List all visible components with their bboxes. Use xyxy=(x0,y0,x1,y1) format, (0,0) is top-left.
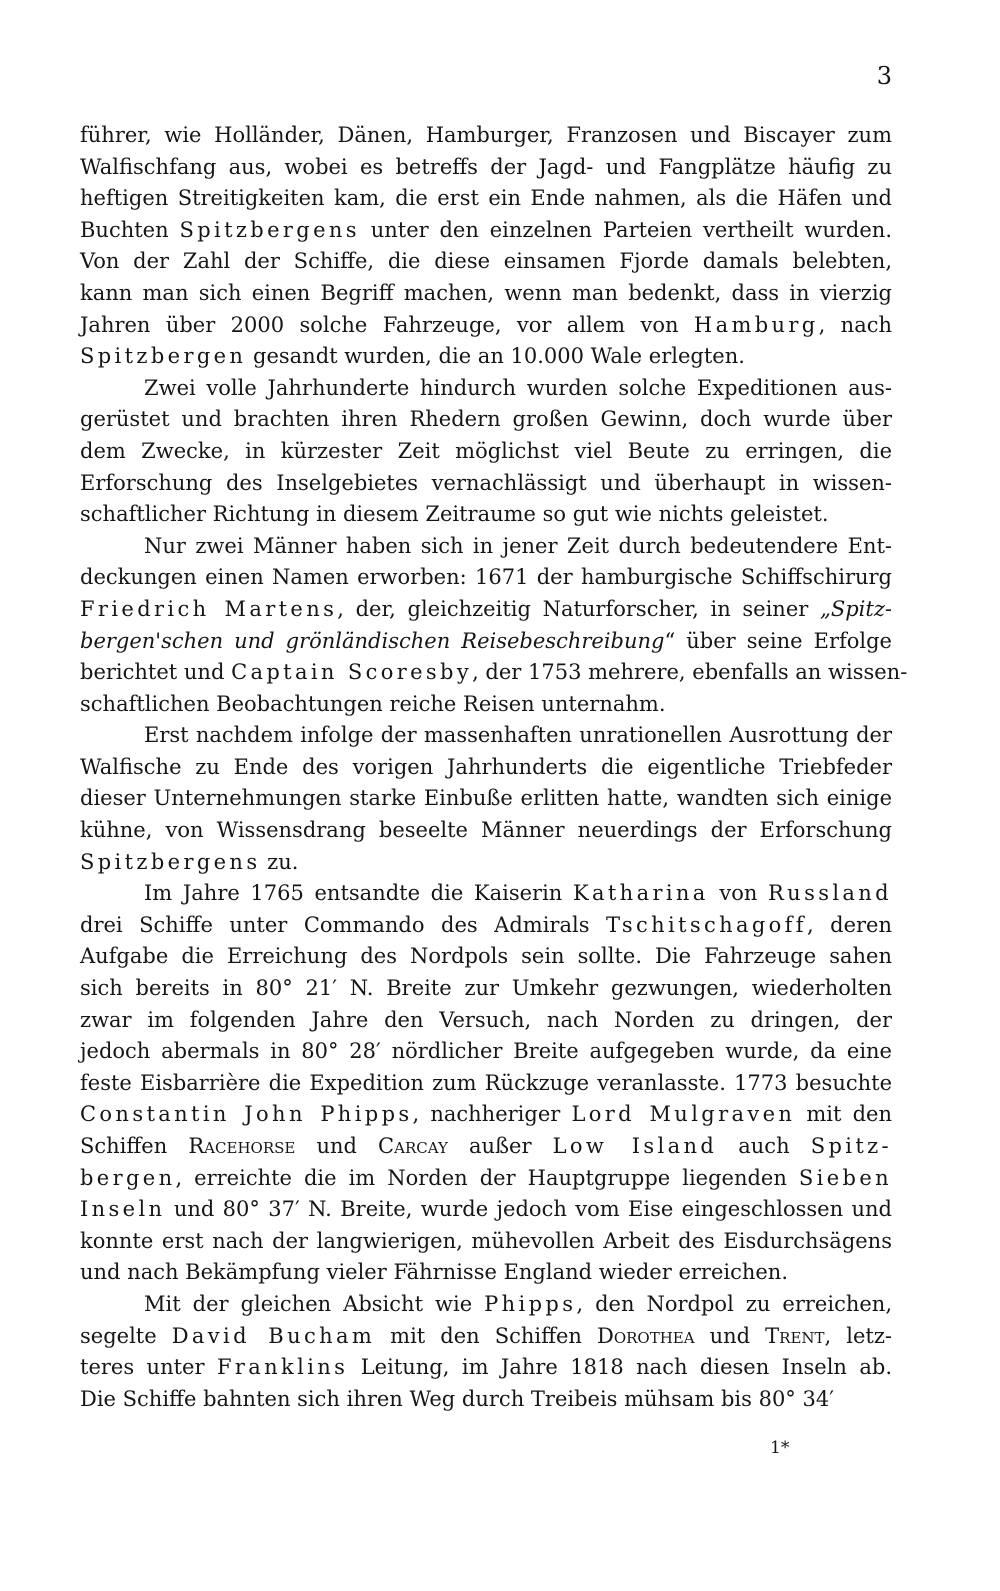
text-line xyxy=(80,720,892,752)
text-run: dem Zwecke, in kürzester Zeit möglichst viel Beute zu erringen, die xyxy=(80,438,892,463)
text-run: teres unter xyxy=(80,1355,217,1380)
printer-signature: 1* xyxy=(770,1438,790,1458)
text-run: Mit der gleichen Absicht wie xyxy=(144,1291,485,1316)
text-run: schaftlicher Richtung in diesem Zeitraume so gut wie nichts geleistet. xyxy=(80,502,829,527)
text-run: gerüstet und brachten ihren Rhedern großen Gewinn, doch wurde über xyxy=(80,407,892,432)
text-run: sich bereits in 80° 21′ N. Breite zur Umkehr gezwungen, wiederholten xyxy=(80,976,892,1001)
paragraph xyxy=(80,878,892,1289)
emphasized-text: Spitz- xyxy=(810,1134,893,1158)
text-run: mit den Schiffen xyxy=(375,1323,597,1348)
text-run: führer, wie Holländer, Dänen, Hamburger, Franzosen und Biscayer zum xyxy=(80,123,892,147)
emphasized-text: Hamburg xyxy=(693,312,819,337)
text-run: berichtet und xyxy=(80,660,232,685)
text-line xyxy=(80,815,892,847)
text-run: segelte xyxy=(80,1323,172,1348)
text-line xyxy=(80,1036,892,1068)
text-line xyxy=(80,1384,892,1416)
text-line xyxy=(80,689,892,721)
text-line xyxy=(80,215,892,247)
emphasized-text: Friedrich Martens xyxy=(80,596,338,621)
text-line xyxy=(80,152,892,184)
text-run: Walfischfang aus, wobei es betreffs der Jagd- und Fangplätze häufig zu xyxy=(80,154,892,179)
text-line xyxy=(80,499,892,531)
text-line xyxy=(80,1226,892,1258)
emphasized-text: Trent xyxy=(765,1323,825,1348)
emphasized-text: Spitzbergens xyxy=(80,849,261,874)
text-line xyxy=(80,594,892,626)
paragraph xyxy=(80,720,892,878)
text-line xyxy=(80,562,892,594)
paragraph xyxy=(80,1289,892,1415)
emphasized-text: Spitzbergens xyxy=(179,217,360,242)
text-line xyxy=(80,1352,892,1384)
text-line xyxy=(80,1005,892,1037)
text-run: Buchten xyxy=(80,217,180,242)
text-run: zu. xyxy=(260,849,299,874)
text-run: Schiffen xyxy=(80,1134,189,1158)
emphasized-text: Franklins xyxy=(216,1355,349,1380)
text-line xyxy=(80,657,908,689)
text-run: zwar im folgenden Jahre den Versuch, nach Norden zu dringen, der xyxy=(80,1007,892,1032)
emphasized-text: „Spitz- xyxy=(819,596,892,621)
text-run: Jahren über 2000 solche Fahrzeuge, vor allem von xyxy=(80,312,694,337)
text-line xyxy=(80,278,892,310)
text-run: , letz- xyxy=(824,1323,892,1348)
text-run: gesandt wurden, die an 10.000 Wale erlegten. xyxy=(246,344,745,369)
emphasized-text: Russland xyxy=(768,881,892,906)
emphasized-text: Phipps xyxy=(484,1291,577,1316)
text-line xyxy=(80,847,892,879)
text-run: konnte erst nach der langwierigen, mühevollen Arbeit des Eisdurchsägens xyxy=(80,1228,892,1253)
text-line xyxy=(80,1289,892,1321)
emphasized-text: Constantin John Phipps xyxy=(80,1102,413,1127)
text-run: Aufgabe die Erreichung des Nordpols sein sollte. Die Fahrzeuge sahen xyxy=(80,944,892,969)
text-run: Erst nachdem infolge der massenhaften unrationellen Ausrottung der xyxy=(144,723,892,748)
page-number: 3 xyxy=(876,62,892,90)
emphasized-text: Katharina xyxy=(572,881,709,906)
emphasized-text: bergen'schen und grönländischen Reisebeschreibung xyxy=(80,628,665,653)
emphasized-text: Tschitschagoff xyxy=(605,912,807,937)
text-line xyxy=(80,1321,892,1353)
text-line xyxy=(80,341,892,373)
text-run: Im Jahre 1765 entsandte die Kaiserin xyxy=(144,881,573,906)
text-line xyxy=(80,468,892,500)
text-line xyxy=(80,183,892,215)
text-run: von xyxy=(708,881,769,906)
text-line xyxy=(80,246,892,278)
emphasized-text: Racehorse xyxy=(188,1134,296,1158)
text-run: Erforschung des Inselgebietes vernachlässigt und überhaupt in wissen- xyxy=(80,470,892,495)
text-line xyxy=(80,404,892,436)
text-run: und nach Bekämpfung vieler Fährnisse England wieder erreichen. xyxy=(80,1260,789,1285)
text-run: , erreichte die im Norden der Hauptgruppe liegenden xyxy=(175,1165,799,1190)
text-run: jedoch abermals in 80° 28′ nördlicher Breite aufgegeben wurde, da eine xyxy=(80,1039,892,1064)
text-run: , der, gleichzeitig Naturforscher, in seiner xyxy=(337,596,820,621)
text-line xyxy=(80,973,892,1005)
text-line xyxy=(80,531,892,563)
emphasized-text: Dorothea xyxy=(597,1323,695,1348)
emphasized-text: Lord Mulgraven xyxy=(571,1102,796,1127)
text-line xyxy=(80,373,892,405)
text-run: heftigen Streitigkeiten kam, die erst ein Ende nahmen, als die Häfen und xyxy=(80,186,892,211)
text-run: mit den xyxy=(795,1102,892,1127)
emphasized-text: Spitzbergen xyxy=(80,344,247,369)
text-run: und xyxy=(295,1134,379,1158)
text-run: , nach xyxy=(818,312,892,337)
text-line xyxy=(80,752,892,784)
text-run: kann man sich einen Begriff machen, wenn man bedenkt, dass in vierzig xyxy=(80,280,892,305)
emphasized-text: Low Island xyxy=(552,1134,718,1158)
text-run: Zwei volle Jahrhunderte hindurch wurden solche Expeditionen aus- xyxy=(144,375,892,400)
text-run: Von der Zahl der Schiffe, die diese einsamen Fjorde damals belebten, xyxy=(80,249,892,274)
text-line xyxy=(80,941,892,973)
paragraph xyxy=(80,120,892,373)
text-run: außer xyxy=(447,1134,553,1158)
text-run: Nur zwei Männer haben sich in jener Zeit durch bedeutendere Ent- xyxy=(144,533,892,558)
text-run: dieser Unternehmungen starke Einbuße erlitten hatte, wandten sich einige xyxy=(80,786,892,811)
text-line xyxy=(80,1163,892,1195)
paragraph xyxy=(80,373,892,531)
text-run: auch xyxy=(717,1134,811,1158)
text-run: deckungen einen Namen erworben: 1671 der hamburgische Schiffschirurg xyxy=(80,565,892,590)
text-run: und 80° 37′ N. Breite, wurde jedoch vom Eise eingeschlossen und xyxy=(165,1197,892,1222)
emphasized-text: David Bucham xyxy=(171,1323,376,1348)
text-run: drei Schiffe unter Commando des Admirals xyxy=(80,912,606,937)
text-line xyxy=(80,120,892,152)
text-line xyxy=(80,783,892,815)
text-line xyxy=(80,1131,892,1163)
text-line xyxy=(80,310,892,342)
text-run: schaftlichen Beobachtungen reiche Reisen unternahm. xyxy=(80,691,666,716)
text-run: Walfische zu Ende des vorigen Jahrhunderts die eigentliche Triebfeder xyxy=(80,754,892,779)
emphasized-text: Carcay xyxy=(378,1134,448,1158)
text-line xyxy=(80,626,892,658)
text-line xyxy=(80,1257,892,1289)
text-run: “ über seine Erfolge xyxy=(664,628,892,653)
text-line xyxy=(80,1194,892,1226)
text-run: kühne, von Wissensdrang beseelte Männer neuerdings der Erforschung xyxy=(80,818,892,843)
text-line xyxy=(80,1099,892,1131)
text-run: , deren xyxy=(806,912,892,937)
body-text xyxy=(80,120,908,1415)
emphasized-text: Inseln xyxy=(80,1197,166,1222)
text-run: , nachheriger xyxy=(412,1102,572,1127)
text-line xyxy=(80,878,892,910)
text-run: unter den einzelnen Parteien vertheilt wurden. xyxy=(359,217,892,242)
text-line xyxy=(80,1068,892,1100)
emphasized-text: Sieben xyxy=(798,1165,892,1190)
text-run: und xyxy=(694,1323,766,1348)
text-run: feste Eisbarrière die Expedition zum Rückzuge veranlasste. 1773 besuchte xyxy=(80,1070,892,1095)
text-run: , der 1753 mehrere, ebenfalls an wissen- xyxy=(472,660,908,685)
text-run: , den Nordpol zu erreichen, xyxy=(576,1291,892,1316)
text-line xyxy=(80,910,892,942)
text-line xyxy=(80,436,892,468)
text-run: Die Schiffe bahnten sich ihren Weg durch Treibeis mühsam bis 80° 34′ xyxy=(80,1386,834,1411)
paragraph xyxy=(80,531,908,721)
text-run: Leitung, im Jahre 1818 nach diesen Inseln ab. xyxy=(348,1355,892,1380)
emphasized-text: Captain Scoresby xyxy=(231,660,473,685)
emphasized-text: bergen xyxy=(80,1165,176,1190)
